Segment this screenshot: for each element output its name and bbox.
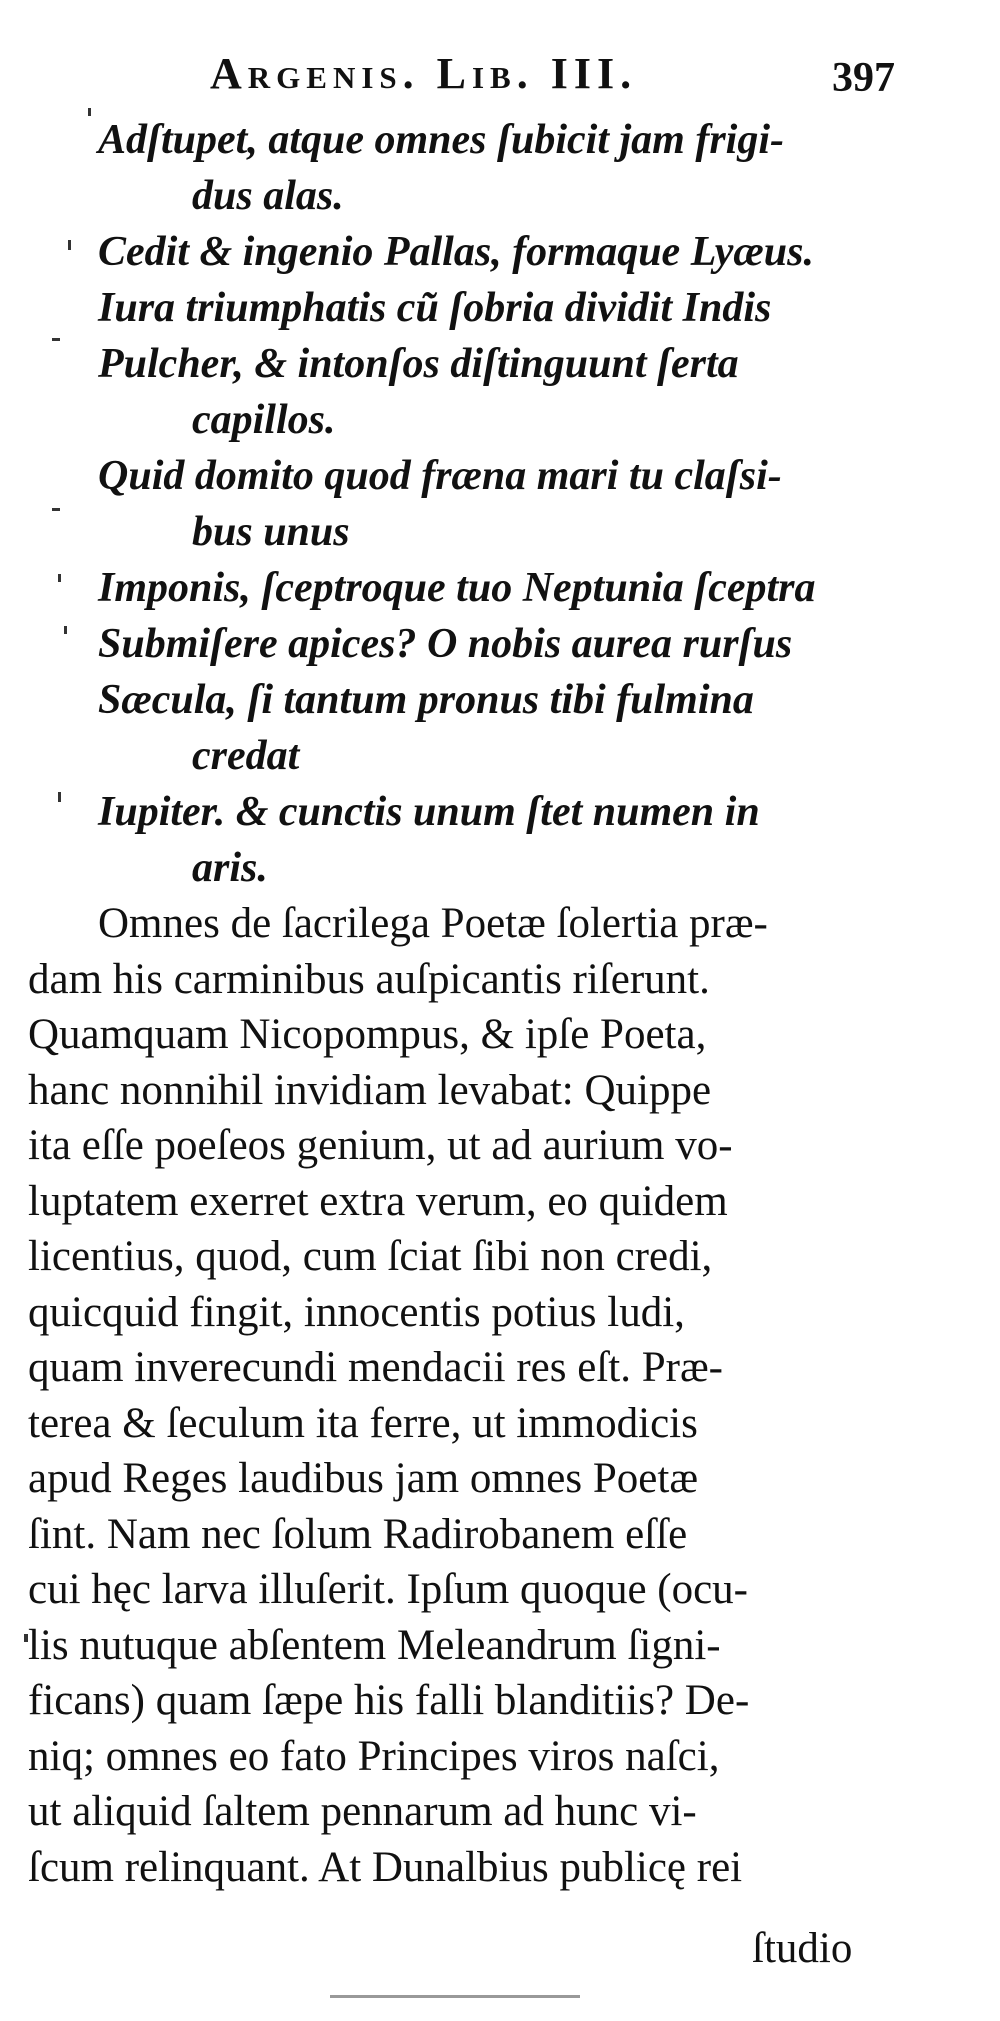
page-header (0, 40, 1000, 110)
prose-line: ſcum relinquant. At Dunalbius publicę rei (28, 1843, 743, 1891)
verse-line: capillos. (192, 397, 336, 443)
prose-line: dam his carminibus auſpicantis riſerunt. (28, 955, 710, 1003)
prose-line: quam inverecundi mendacii res eſt. Præ- (28, 1344, 723, 1391)
verse-block (0, 112, 1000, 896)
margin-speck (52, 338, 60, 341)
prose-line: terea & ſeculum ita ferre, ut immodicis (28, 1399, 698, 1447)
verse-line: Quid domito quod fræna mari tu claſsi- (98, 453, 782, 499)
running-title: Argenis. Lib. III. (210, 49, 638, 98)
prose-line: licentius, quod, cum ſciat ſibi non credi, (28, 1233, 713, 1280)
prose-line: ita eſſe poeſeos genium, ut ad aurium vo- (28, 1122, 733, 1169)
verse-line: bus unus (192, 509, 350, 555)
margin-speck (88, 108, 91, 116)
prose-line: luptatem exerret extra verum, eo quidem (28, 1177, 728, 1225)
verse-line: Cedit & ingenio Pallas, formaque Lyæus. (98, 229, 814, 275)
verse-line: Imponis, ſceptroque tuo Neptunia ſceptra (98, 565, 816, 611)
prose-paragraph (0, 896, 1000, 1895)
verse-line: Iura triumphatis cũ ſobria dividit Indis (98, 285, 772, 331)
prose-line: Omnes de ſacrilega Poetæ ſolertia præ- (98, 900, 768, 947)
verse-line: Sæcula, ſi tantum pronus tibi fulmina (98, 677, 754, 723)
margin-speck (64, 626, 67, 634)
prose-line: quicquid fingit, innocentis potius ludi, (28, 1288, 685, 1336)
margin-speck (58, 574, 61, 582)
margin-speck (68, 240, 71, 250)
margin-speck (52, 508, 60, 511)
verse-line: Submiſere apices? O nobis aurea rurſus (98, 621, 793, 667)
prose-line: lis nutuque abſentem Meleandrum ſigni- (28, 1621, 721, 1669)
catchword: ſtudio (752, 1925, 853, 1972)
bottom-rule (330, 1995, 580, 1998)
prose-line: apud Reges laudibus jam omnes Poetæ (28, 1455, 699, 1502)
prose-line: ſint. Nam nec ſolum Radirobanem eſſe (28, 1510, 688, 1558)
verse-line: Pulcher, & intonſos diſtinguunt ſerta (98, 341, 739, 387)
prose-line: niq; omnes eo fato Principes viros naſci, (28, 1732, 720, 1780)
page-number: 397 (832, 55, 895, 101)
prose-line: ficans) quam ſæpe his falli blanditiis? De- (28, 1677, 750, 1724)
verse-line: credat (192, 733, 300, 779)
prose-line: ut aliquid ſaltem pennarum ad hunc vi- (28, 1788, 697, 1835)
margin-speck (24, 1634, 28, 1642)
verse-line: Iupiter. & cunctis unum ſtet numen in (98, 789, 760, 835)
verse-line: dus alas. (192, 173, 344, 219)
prose-line: cui hęc larva illuſerit. Ipſum quoque (ocu- (28, 1566, 748, 1613)
margin-speck (58, 792, 61, 802)
verse-line: aris. (192, 845, 268, 891)
verse-line: Adſtupet, atque omnes ſubicit jam frigi- (98, 117, 785, 163)
prose-line: hanc nonnihil invidiam levabat: Quippe (28, 1066, 712, 1114)
prose-line: Quamquam Nicopompus, & ipſe Poeta, (28, 1011, 707, 1058)
